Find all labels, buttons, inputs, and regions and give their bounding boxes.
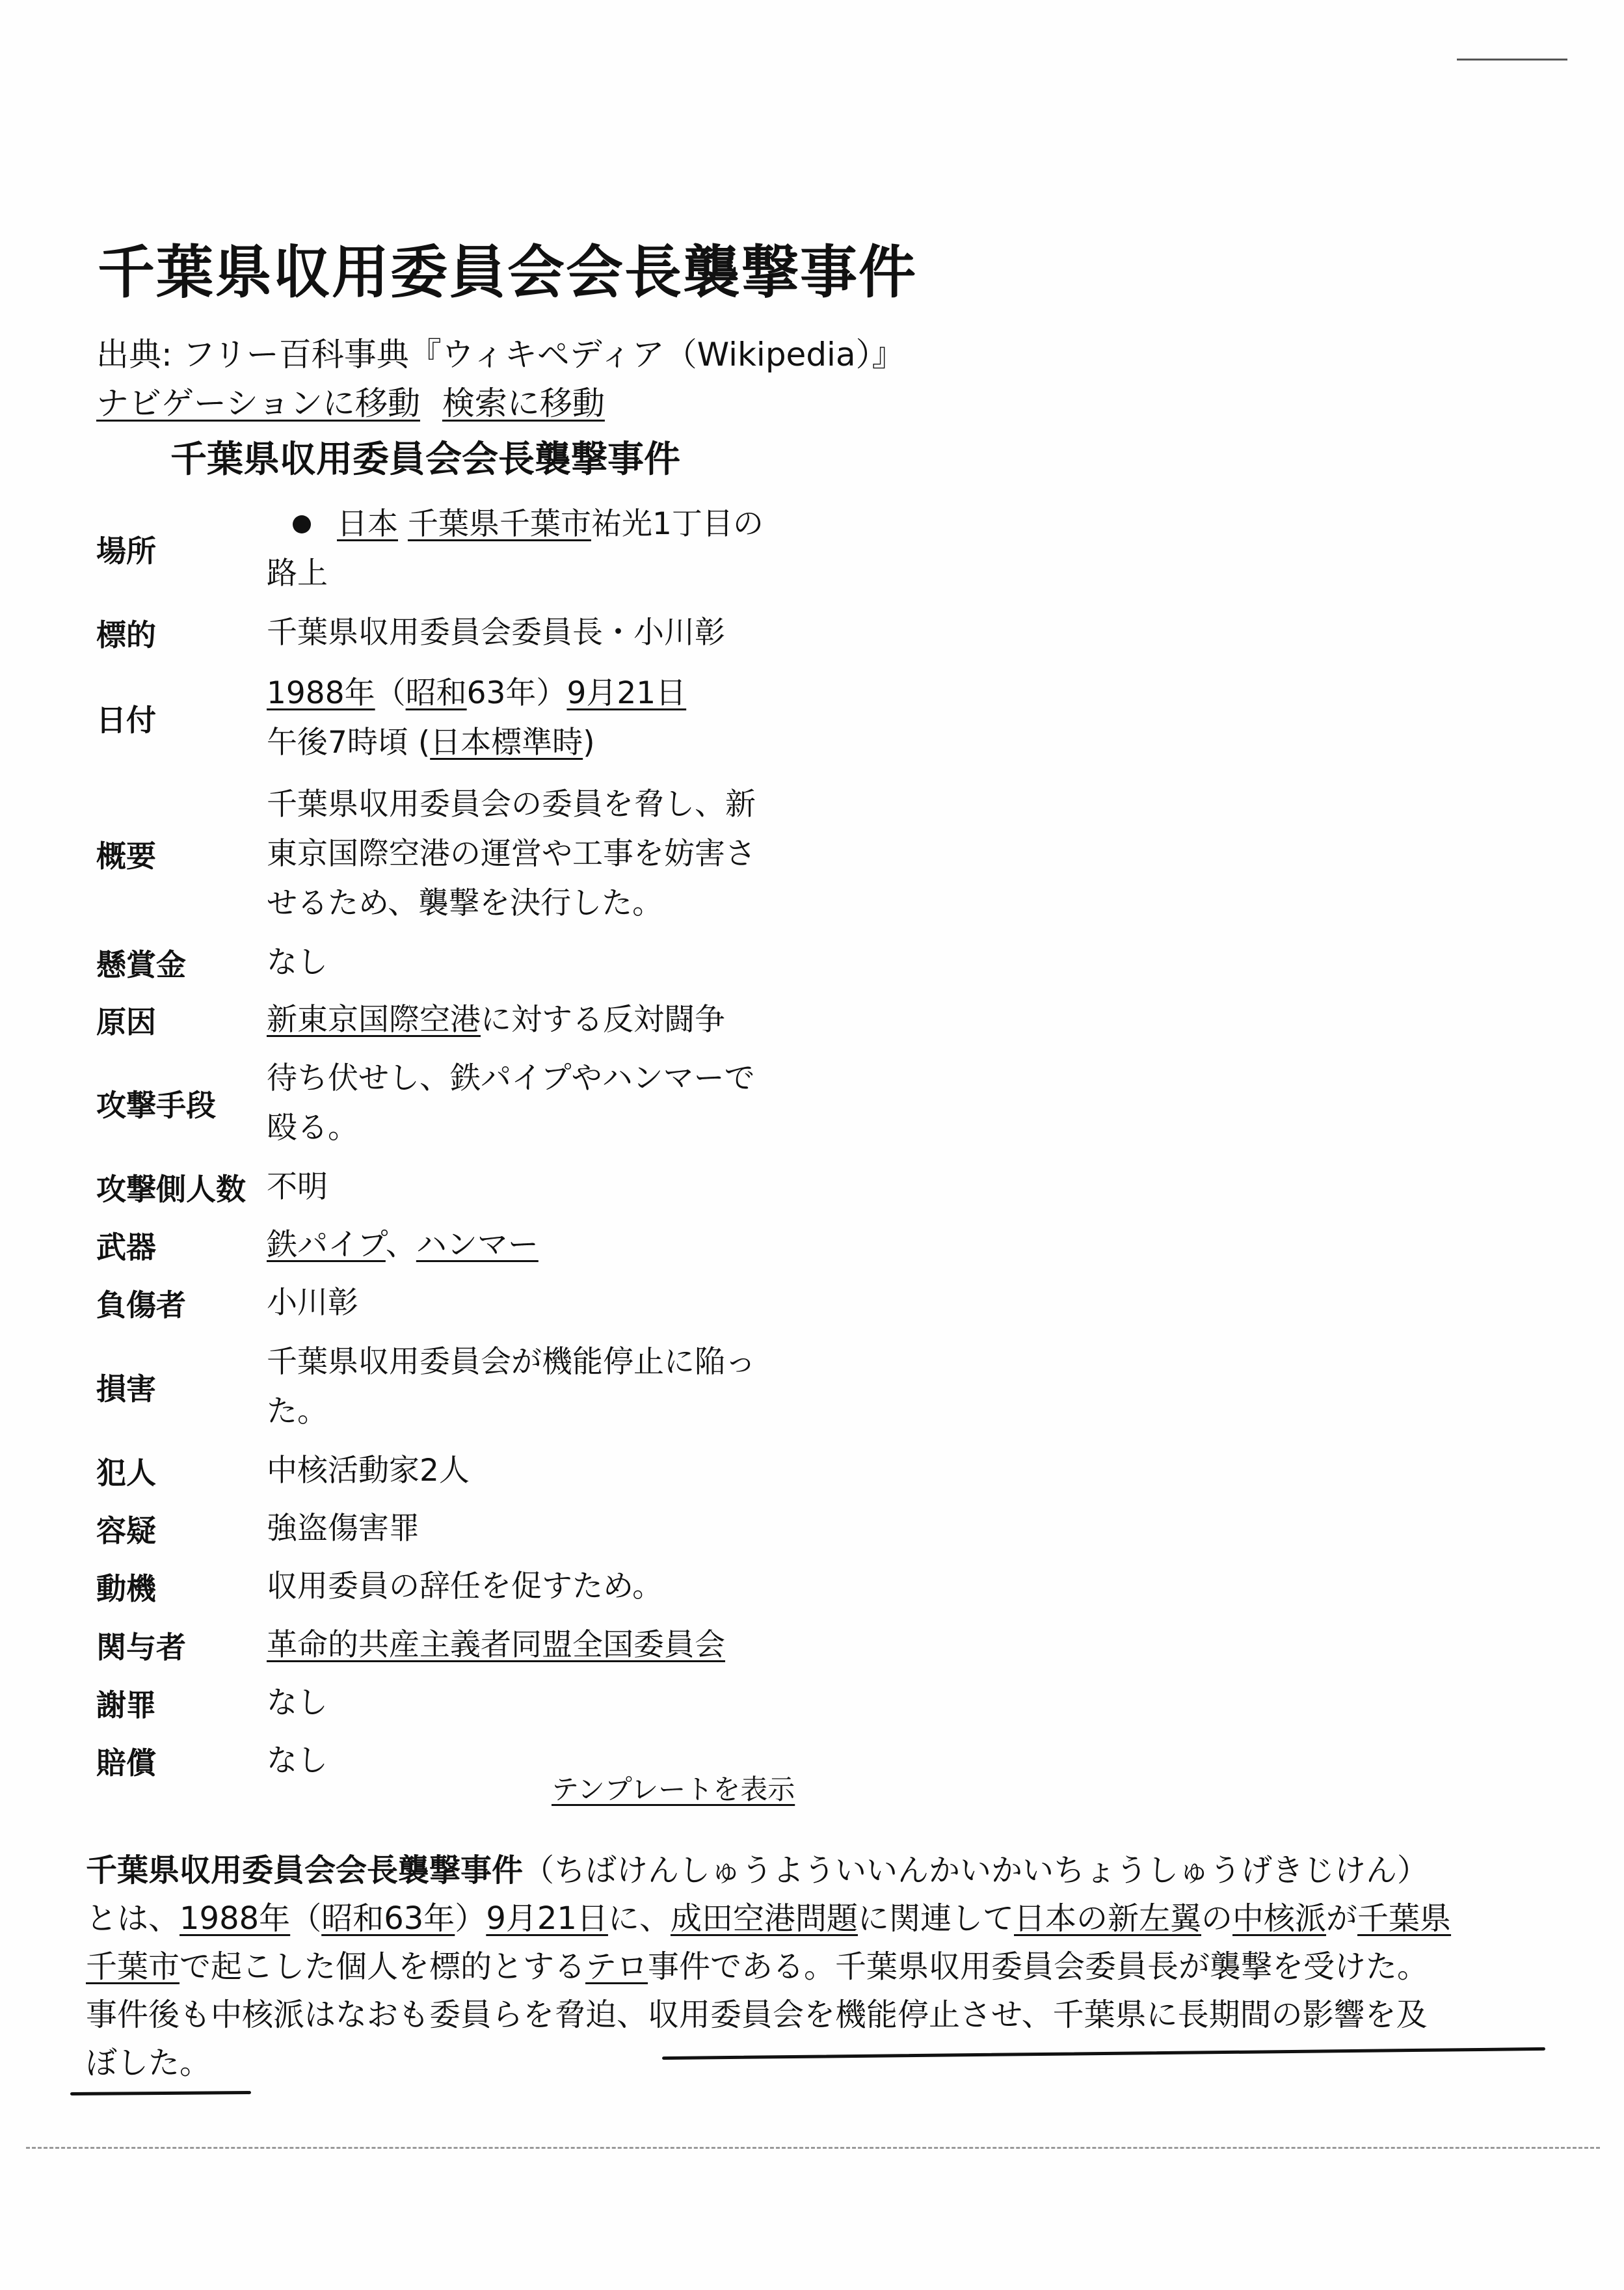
- source-line: 出典: フリー百科事典『ウィキペディア（Wikipedia）』: [96, 336, 905, 373]
- infobox-label: 犯人: [96, 1455, 156, 1490]
- flag-icon: [293, 515, 311, 533]
- damage-line: た。: [267, 1394, 328, 1429]
- lead-text: が: [1326, 1900, 1358, 1937]
- infobox-label: 容疑: [96, 1513, 156, 1548]
- infobox-value: [267, 1220, 825, 1270]
- lead-text: とは、: [86, 1900, 180, 1937]
- era-link[interactable]: 昭和: [405, 675, 467, 711]
- city-link[interactable]: 千葉市: [86, 1948, 180, 1985]
- infobox-row-bounty: [96, 934, 825, 991]
- lead-text: に、: [607, 1900, 671, 1937]
- infobox-label: 日付: [96, 703, 156, 738]
- search-link[interactable]: 検索に移動: [442, 384, 605, 422]
- method-line: 待ち伏せし、鉄パイプやハンマーで: [267, 1060, 755, 1096]
- navigation-link[interactable]: ナビゲーションに移動: [96, 384, 420, 422]
- method-line: 殴る。: [267, 1110, 358, 1146]
- jump-links: [96, 377, 605, 424]
- infobox-row-target: [96, 604, 825, 662]
- prefecture-link[interactable]: 千葉県: [1357, 1900, 1452, 1937]
- infobox-value: [267, 780, 825, 928]
- lead-text: の: [1201, 1900, 1233, 1937]
- infobox-value: [267, 669, 825, 768]
- summary-line: 千葉県収用委員会の委員を脅し、新: [267, 787, 756, 822]
- year-link[interactable]: 1988年: [267, 675, 375, 711]
- summary-line: せるため、襲撃を決行した。: [267, 885, 663, 921]
- city-link[interactable]: 千葉県千葉市: [407, 506, 591, 542]
- infobox-value: [267, 995, 825, 1045]
- lead-reading: （ちばけんしゅうよういいんかいかいちょうしゅうげきじけん）: [523, 1852, 1429, 1889]
- infobox-label: 武器: [96, 1230, 156, 1265]
- airport-link[interactable]: 新東京国際空港: [267, 1002, 481, 1038]
- lead-line: 事件後も中核派はなおも委員らを脅迫、収用委員会を機能停止させ、千葉県に長期間の影響を及: [86, 1997, 1428, 2033]
- infobox-row-involved: [96, 1616, 825, 1675]
- terror-link[interactable]: テロ: [585, 1948, 648, 1985]
- summary-line: 東京国際空港の運営や工事を妨害さ: [267, 836, 756, 872]
- lead-title: 千葉県収用委員会会長襲撃事件: [86, 1852, 524, 1889]
- time-text: 午後7時頃 (: [267, 725, 431, 761]
- infobox-row-perpetrator: [96, 1442, 825, 1500]
- infobox-label: 謝罪: [96, 1688, 156, 1723]
- weapon-separator: 、: [385, 1227, 416, 1263]
- infobox-label: 懸賞金: [96, 947, 186, 982]
- infobox-value: [267, 1621, 825, 1670]
- day-link[interactable]: 9月21日: [566, 675, 687, 711]
- infobox-value: [267, 1338, 825, 1436]
- infobox-row-attacker-count: [96, 1158, 825, 1217]
- lead-day-link[interactable]: 9月21日: [486, 1900, 608, 1937]
- scan-fold-line: [26, 2147, 1600, 2149]
- organization-link[interactable]: 革命的共産主義者同盟全国委員会: [267, 1627, 725, 1663]
- address-line2: 路上: [267, 556, 328, 591]
- damage-line: 千葉県収用委員会が機能停止に陥っ: [267, 1344, 756, 1380]
- infobox-label: 関与者: [96, 1630, 186, 1665]
- infobox-row-weapon: [96, 1217, 825, 1274]
- country-link[interactable]: 日本: [337, 506, 398, 542]
- lead-text: で起こした個人を標的とする: [180, 1948, 586, 1985]
- infobox-value: 小川彰: [267, 1285, 358, 1321]
- infobox-row-date: [96, 662, 825, 774]
- lead-year-link[interactable]: 1988年: [180, 1900, 291, 1937]
- address-text: 祐光1丁目の: [591, 506, 764, 542]
- show-template-link[interactable]: テンプレートを表示: [552, 1773, 795, 1805]
- lead-text: に関連して: [857, 1900, 1014, 1937]
- infobox-row-damage: [96, 1332, 825, 1442]
- infobox-row-injured: [96, 1274, 825, 1332]
- lead-text: ）: [455, 1900, 486, 1937]
- infobox-row-cause: [96, 991, 825, 1049]
- page-title: 千葉県収用委員会会長襲撃事件: [98, 238, 918, 306]
- infobox-label: 標的: [96, 617, 156, 653]
- infobox: [96, 494, 825, 1790]
- infobox-value: なし: [267, 1743, 328, 1779]
- infobox-value: [267, 500, 825, 599]
- infobox-label: 攻撃手段: [96, 1088, 216, 1123]
- infobox-row-apology: [96, 1675, 825, 1732]
- infobox-label: 負傷者: [96, 1287, 186, 1323]
- infobox-label: 場所: [96, 533, 156, 569]
- narita-issue-link[interactable]: 成田空港問題: [670, 1900, 858, 1937]
- chukaku-link[interactable]: 中核派: [1232, 1900, 1327, 1937]
- new-left-link[interactable]: 日本の新左翼: [1013, 1900, 1201, 1937]
- infobox-row-charge: [96, 1500, 825, 1557]
- infobox-value: 中核活動家2人: [267, 1453, 470, 1488]
- cause-text: に対する反対闘争: [481, 1002, 725, 1038]
- infobox-value: 千葉県収用委員会委員長・小川彰: [267, 615, 725, 651]
- scan-edge-mark: [1457, 59, 1567, 61]
- time-suffix: ): [583, 725, 595, 761]
- infobox-row-summary: [96, 774, 825, 934]
- infobox-label: 攻撃側人数: [96, 1172, 246, 1207]
- handwritten-underline: [70, 2091, 251, 2095]
- infobox-value: 不明: [267, 1169, 328, 1205]
- infobox-row-method: [96, 1049, 825, 1158]
- infobox-value: 収用委員の辞任を促すため。: [267, 1569, 663, 1604]
- infobox-row-location: [96, 494, 825, 604]
- hammer-link[interactable]: ハンマー: [416, 1227, 539, 1263]
- infobox-value: 強盗傷害罪: [267, 1511, 419, 1546]
- infobox-label: 損害: [96, 1371, 156, 1407]
- iron-pipe-link[interactable]: 鉄パイプ: [267, 1227, 386, 1263]
- infobox-label: 動機: [96, 1571, 156, 1606]
- era-open-text: （: [375, 675, 406, 711]
- infobox-row-motive: [96, 1557, 825, 1616]
- lead-text: （: [290, 1900, 322, 1937]
- infobox-value: [267, 1054, 825, 1153]
- era-rest-text: 63年）: [466, 675, 567, 711]
- infobox-label: 賠償: [96, 1745, 156, 1781]
- lead-era-link[interactable]: 昭和63年: [321, 1900, 455, 1937]
- infobox-label: 概要: [96, 839, 156, 874]
- infobox-value: なし: [267, 945, 328, 980]
- lead-text: 事件である。千葉県収用委員会委員長が襲撃を受けた。: [648, 1948, 1429, 1985]
- timezone-link[interactable]: 日本標準時: [430, 725, 583, 761]
- infobox-value: なし: [267, 1685, 328, 1721]
- infobox-label: 原因: [96, 1004, 156, 1040]
- infobox-title: 千葉県収用委員会会長襲撃事件: [170, 438, 680, 481]
- lead-line: ぼした。: [86, 2045, 211, 2081]
